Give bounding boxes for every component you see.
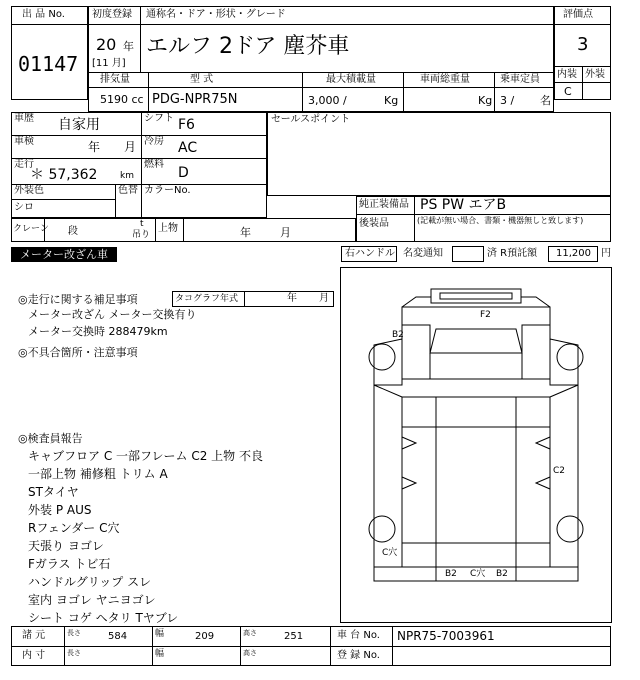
interior-dims-label: 内 寸	[22, 650, 46, 661]
cargo-body	[402, 397, 550, 567]
mark-c-hole-rear: C穴	[382, 548, 398, 558]
remark-line: メーター改ざん メーター交換有り	[28, 308, 197, 321]
shift-value: F6	[178, 117, 195, 133]
inspector-label: ◎検査員報告	[18, 432, 83, 445]
equipment-value: PS PW エアB	[420, 197, 507, 213]
recycle-unit: 円	[601, 248, 611, 259]
report-line: Rフェンダー C穴	[28, 521, 120, 535]
inspection-label: 車検	[14, 136, 34, 147]
grade-label: 評価点	[563, 9, 593, 20]
tacho-label: タコグラフ年式	[175, 294, 239, 304]
history-label: 車歴	[14, 113, 34, 124]
mileage-unit: km	[120, 171, 134, 181]
cargo-zigzag-right	[536, 437, 550, 489]
cab-windshield	[430, 329, 522, 353]
width-label: 幅	[155, 629, 165, 639]
report-line: キャブフロア C 一部フレーム C2 上物 不良	[28, 449, 263, 463]
capacity-unit: 名	[540, 94, 551, 107]
front-right-wheel	[557, 344, 583, 370]
length-value: 584	[108, 631, 128, 642]
crane-ton: t	[140, 219, 144, 229]
report-line: 天張り ヨゴレ	[28, 539, 104, 553]
rear-left-wheel	[369, 516, 395, 542]
interior-width-label: 幅	[155, 649, 165, 659]
rear-right-wheel	[557, 516, 583, 542]
mileage-label: 走行	[14, 159, 34, 170]
grade-value: 3	[577, 34, 589, 55]
color-no-label: 色替	[118, 185, 138, 196]
ac-label: 冷房	[144, 136, 164, 147]
cab-left-door	[402, 325, 430, 379]
length-label: 長さ	[67, 629, 81, 637]
report-line: 一部上物 補修粗 トリム A	[28, 467, 168, 481]
lot-label: 出 品 No.	[22, 9, 65, 20]
shift-label: シフト	[144, 113, 174, 124]
mark-b2-cab: B2	[392, 330, 404, 340]
interior-label: 内装	[557, 69, 577, 80]
cab-roof	[431, 289, 521, 303]
capacity-label: 乗車定員	[500, 74, 540, 85]
height-value: 251	[284, 631, 304, 642]
displacement-label: 排気量	[100, 74, 130, 85]
inspection-year: 年	[88, 140, 101, 154]
dims-label: 諸 元	[22, 630, 46, 641]
equipment-label: 純正装備品	[359, 199, 409, 210]
remark-line: メーター交換時 288479km	[28, 325, 168, 338]
gross-weight-label: 車両総重量	[420, 74, 470, 85]
interior-height-label: 高さ	[243, 649, 257, 657]
report-line: 外装 P AUS	[28, 503, 92, 517]
type-value: PDG-NPR75N	[152, 92, 238, 107]
cargo-right-side	[550, 385, 578, 567]
lot-number: 01147	[18, 52, 79, 76]
mark-b2-rear-left: B2	[445, 569, 457, 579]
cargo-left-side	[374, 385, 402, 567]
defects-label: ◎不具合箇所・注意事項	[18, 346, 138, 359]
tacho-month: 月	[319, 293, 329, 304]
color-label: 外装色	[14, 185, 44, 196]
cab-right-door	[522, 325, 550, 379]
recycle-amount: 11,200	[556, 248, 591, 259]
report-line: Fガラス トビ石	[28, 557, 111, 571]
tacho-year: 年	[287, 293, 297, 304]
report-line: シート コゲ ヘタリ Tヤブレ	[28, 611, 179, 625]
history-value: 自家用	[58, 117, 100, 133]
front-left-wheel	[369, 344, 395, 370]
car-name: エルフ 2ドア 塵芥車	[146, 34, 350, 59]
type-label: 型 式	[190, 74, 214, 85]
crane-dan: 段	[68, 226, 78, 237]
height-label: 高さ	[243, 629, 257, 637]
sales-point-label: セールスポイント	[271, 114, 351, 125]
driving-remarks-label: ◎走行に関する補足事項	[18, 293, 138, 306]
chassis-label: 車 台 No.	[337, 630, 380, 641]
cab-upper-left	[402, 297, 431, 307]
gross-weight-unit: Kg	[478, 94, 493, 107]
max-load-label: 最大積載量	[326, 74, 376, 85]
report-line: STタイヤ	[28, 485, 79, 499]
reg-no-label: 登 録 No.	[337, 650, 380, 661]
color-code-label: カラーNo.	[144, 185, 191, 196]
body-month: 月	[280, 226, 291, 239]
cab-outline	[402, 307, 550, 379]
reg-month: [11 月]	[92, 58, 126, 69]
chassis-value: NPR75-7003961	[397, 629, 495, 643]
mark-f2: F2	[480, 310, 491, 320]
cab-roof-vent	[440, 293, 512, 299]
retrofit-note: (記載が無い場合、書類・機器無しと致します)	[417, 216, 584, 225]
max-load-unit: Kg	[384, 94, 399, 107]
interior-grade: C	[564, 85, 572, 98]
interior-length-label: 長さ	[67, 649, 81, 657]
cab-upper-right	[521, 297, 550, 307]
report-line: 室内 ヨゴレ ヤニヨゴレ	[28, 593, 156, 607]
inspection-month: 月	[124, 140, 137, 154]
width-value: 209	[195, 631, 215, 642]
recycle-label: 済 R預託額	[487, 248, 538, 259]
mark-b2-rear-right: B2	[496, 569, 508, 579]
fuel-value: D	[178, 165, 189, 181]
capacity-value: 3 /	[500, 94, 515, 107]
mark-c2-side: C2	[553, 466, 566, 476]
max-load-value: 3,000 /	[308, 94, 347, 107]
body-label: 上物	[158, 223, 178, 234]
reg-year: 20	[96, 35, 117, 54]
crane-label: クレーン	[13, 224, 49, 234]
retrofit-label: 後装品	[359, 218, 389, 229]
fuel-label: 燃料	[144, 159, 164, 170]
model-label: 通称名・ドア・形状・グレード	[146, 9, 286, 20]
reg-year-unit: 年	[123, 40, 134, 53]
first-reg-label: 初度登録	[92, 9, 132, 20]
cargo-zigzag-left	[402, 437, 416, 489]
mileage-value: ＊ 57,362	[30, 167, 98, 183]
color-value: シロ	[14, 202, 34, 213]
details-box	[11, 112, 267, 218]
name-change-label: 名変通知	[403, 248, 443, 259]
crane-hoist: 吊り	[132, 230, 151, 240]
report-line: ハンドルグリップ スレ	[28, 575, 152, 589]
exterior-label: 外装	[585, 69, 605, 80]
ac-value: AC	[178, 140, 198, 156]
mark-c-hole-rear-center: C穴	[470, 569, 486, 579]
handle-value: 右ハンドル	[345, 248, 395, 259]
odometer-badge-text: メーター改ざん車	[20, 248, 108, 261]
displacement-value: 5190 cc	[100, 93, 144, 106]
name-change-box	[452, 246, 484, 262]
body-year: 年	[240, 226, 251, 239]
